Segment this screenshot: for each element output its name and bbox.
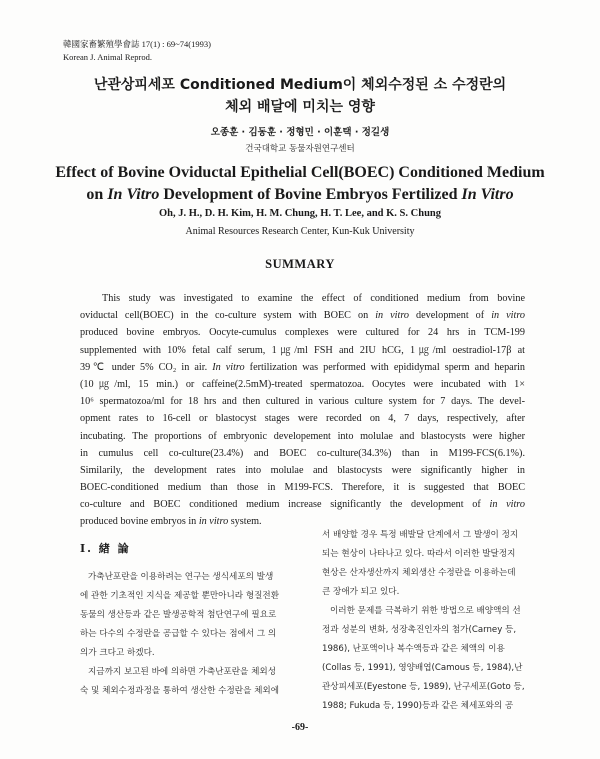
english-title-part-a: on [86,186,108,203]
summary-line: BOEC-conditioned medium than those in M199-FCS. Therefore, it is suggested that BOEC [80,482,525,494]
body-line: (Collas 등, 1991), 영양배엽(Camous 등, 1984),난 [322,663,523,673]
italic-term: in vitro [489,499,525,511]
summary-body [80,290,525,531]
english-authors: Oh, J. H., D. H. Kim, H. M. Chung, H. T. Lee, and K. S. Chung [159,208,441,219]
english-title-part-b: In Vitro [107,186,160,203]
summary-line: opment rates to 16-cell or blastocyst stages were recorded on 4, 7 days, respectively, after [80,413,525,425]
summary-line: produced bovine embryos. Oocyte-cumulus complexes were cultured for 24 hrs in TCM-199 [80,327,525,339]
korean-affiliation: 건국대학교 동물자원연구센터 [245,144,355,154]
body-line: 되는 현상이 나타나고 있다. 따라서 이러한 발달정지 [322,549,516,559]
body-line: 서 배양할 경우 특정 배발달 단계에서 그 발생이 정지 [322,530,519,540]
italic-term: In vitro [212,361,245,373]
korean-title-line-1: 난관상피세포 Conditioned Medium이 체외수정된 소 수정란의 [93,77,507,93]
summary-line: oviductal cell(BOEC) in the co-culture system with BOEC on in vitro development of in vitro [80,310,525,322]
body-line: 동물의 생산등과 같은 발생공학적 첨단연구에 필요로 [80,610,277,620]
journal-citation-korean: 韓國家畜繁殖學會誌 17(1) : 69~74(1993) [63,39,211,49]
summary-line: co-culture and BOEC conditioned medium increase significantly the development of in vitro [80,499,525,511]
body-line: 이러한 문제를 극복하기 위한 방법으로 배양액의 선 [330,606,521,616]
summary-line: This study was investigated to examine the effect of conditioned medium from bovine [102,293,525,304]
italic-term: in vitro [491,310,525,322]
section-heading-introduction: Ⅰ. 緖 論 [80,542,131,555]
summary-line: 10⁶ spermatozoa/ml for 18 hrs and then cultured in various culture system for 7 days. The devel- [80,396,525,408]
italic-term: in vitro [198,516,229,528]
english-title-part-d: In Vitro [461,186,514,203]
left-column [80,568,302,701]
body-line: 큰 장애가 되고 있다. [322,587,400,597]
body-line: 1986), 난포액이나 복수액등과 같은 체액의 이용 [322,644,505,654]
journal-header [63,38,211,64]
summary-heading: SUMMARY [265,257,335,271]
summary-line: supplemented with 10% fetal calf serum, 1㎍/ml FSH and 2IU hCG, 1㎍/ml oestradiol-17β at [80,344,525,356]
summary-line: produced bovine embryos in in vitro system. [80,516,262,528]
korean-authors: 오종훈 · 김동훈 · 정형민 · 이훈택 · 정길생 [210,127,390,138]
body-line: 정과 성분의 변화, 성장촉진인자의 첨가(Carney 등, [322,625,517,635]
summary-line: incubating. The proportions of embryonic developement into molulae and blastocysts were higher [80,430,525,442]
english-title-line-1: Effect of Bovine Oviductal Epithelial Cell(BOEC) Conditioned Medium [55,164,545,181]
body-line: 지금까지 보고된 바에 의하면 가축난포란을 체외성 [88,667,276,677]
body-line: 관상피세포(Eyestone 등, 1989), 난구세포(Goto 등, [322,682,525,692]
summary-line: 39℃ under 5% CO₂ in air. In vitro fertilization was performed with epididymal sperm and heparin [80,361,526,373]
body-line: 현상은 산자생산까지 체외생산 수정란을 이용하는데 [322,568,516,578]
right-column [322,526,526,716]
summary-line: Similarily, the development rates into molulae and blastocysts were significantly higher in [80,464,525,476]
english-title-line-2 [0,186,600,204]
body-line: 의가 크다고 하겠다. [80,648,155,658]
journal-citation-english: Korean J. Animal Reprod. [63,52,152,62]
korean-title-line-2: 체외 배달에 미치는 영향 [225,99,375,115]
page-number: -69- [291,722,309,733]
body-line: 가축난포란을 이용하려는 연구는 생식세포의 발생 [88,572,274,582]
english-affiliation: Animal Resources Research Center, Kun-Kuk University [185,226,415,237]
body-line: 하는 다수의 수정란을 공급할 수 있다는 점에서 그 의 [80,629,277,639]
summary-line: (10㎍/ml, 15 min.) or caffeine(2.5mM)-treated spermatozoa. Oocytes were incubated with 1× [80,378,525,390]
body-line: 1988; Fukuda 등, 1990)등과 같은 체세포와의 공 [322,701,514,711]
body-line: 숙 및 체외수정과정을 통하여 생산한 수정란을 체외에 [80,686,280,696]
italic-term: in vitro [375,310,410,322]
summary-line: in cumulus cell co-culture(23.4%) and BOEC co-culture(34.3%) than in M199-FCS(6.1%). [80,447,525,459]
english-title-part-c: Development of Bovine Embryos Fertilized [159,186,462,203]
body-line: 에 관한 기초적인 지식을 제공할 뿐만아니라 형질전환 [80,591,280,601]
